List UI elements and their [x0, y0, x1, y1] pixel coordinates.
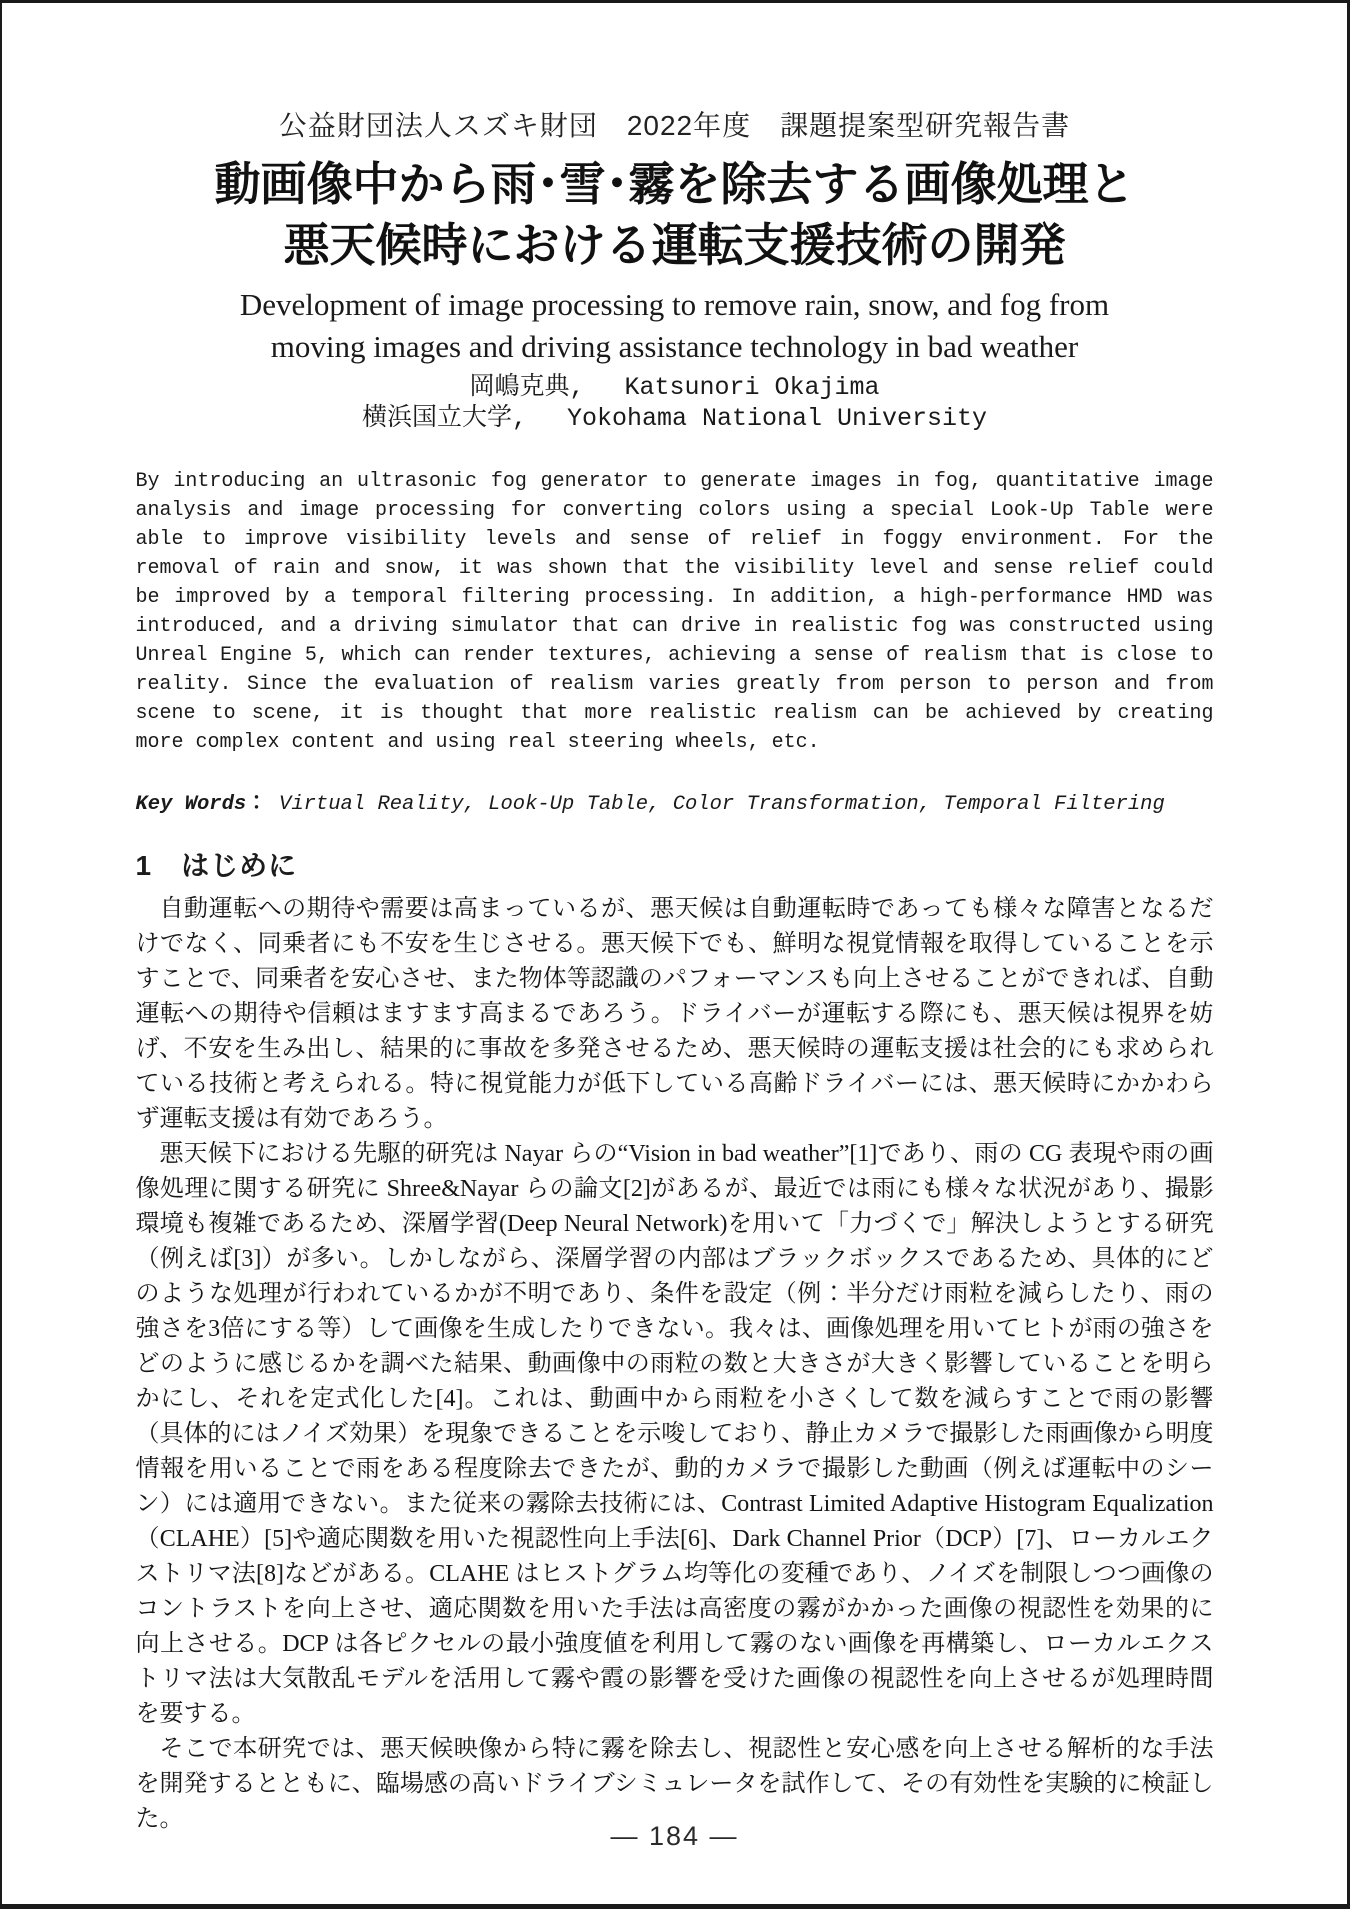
- body-paragraph-3: そこで本研究では、悪天候映像から特に霧を除去し、視認性と安心感を向上させる解析的な手法を開発するとともに、臨場感の高いドライブシミュレータを試作して、その有効性を実験的に検証した。: [135, 1736, 1214, 1832]
- section-1-body: [136, 892, 1214, 1837]
- affiliation-line: 横浜国立大学, Yokohama National University: [361, 404, 988, 433]
- title-english-line1: Development of image processing to remove rain, snow, and fog from: [239, 287, 1110, 322]
- keywords-separator: ：: [246, 793, 267, 816]
- title-japanese-line2: 悪天候時における運転支援技術の開発: [283, 219, 1066, 271]
- abstract-paragraph: By introducing an ultrasonic fog generator to generate images in fog, quantitative image analysis and image processing for converting colors using a special Look-Up Table were able to improve visibility levels and sense of relief in foggy environment. For the removal of rain and snow, it was shown that the visibility level and sense relief could be improved by a temporal filtering processing. In addition, a high-performance HMD was introduced, and a driving simulator that can drive in realistic fog was constructed using Unreal Engine 5, which can render textures, achieving a sense of realism that is close to reality. Since the evaluation of realism varies greatly from person to person and from scene to scene, it is thought that more realistic realism can be achieved by creating more complex content and using real steering wheels, etc.: [135, 470, 1214, 754]
- author-line: 岡嶋克典, Katsunori Okajima: [469, 373, 880, 402]
- title-english-line2: moving images and driving assistance technology in bad weather: [270, 329, 1079, 364]
- keywords-line: [136, 791, 1214, 819]
- body-paragraph-2: 悪天候下における先駆的研究は Nayar らの“Vision in bad weather”[1]であり、雨の CG 表現や雨の画像処理に関する研究に Shree&Nayar らの論文[2]があるが、最近では雨にも様々な状況があり、撮影環境も複雑であるため、深層学習(Deep Neural Network)を用いて「力づくで」解決しようとする研究（例えば[3]）が多い。しかしながら、深層学習の内部はブラックボックスであるため、具体的にどのような処理が行われているかが不明であり、条件を設定（例：半分だけ雨粒を減らしたり、雨の強さを3倍にする等）して画像を生成したりできない。我々は、画像処理を用いてヒトが雨の強さをどのように感じるかを調べた結果、動画像中の雨粒の数と大きさが大きく影響していることを明らかにし、それを定式化した[4]。これは、動画中から雨粒を小さくして数を減らすことで雨の影響（具体的にはノイズ効果）を現象できることを示唆しており、静止カメラで撮影した雨画像から明度情報を用いることで雨をある程度除去できたが、動的カメラで撮影した動画（例えば運転中のシーン）には適用できない。また従来の霧除去技術には、Contrast Limited Adaptive Histogram Equalization（CLAHE）[5]や適応関数を用いた視認性向上手法[6]、Dark Channel Prior（DCP）[7]、ローカルエクストリマ法[8]などがある。CLAHE はヒストグラム均等化の変種であり、ノイズを制限しつつ画像のコントラストを向上させ、適応関数を用いた手法は高密度の霧がかかった画像の視認性を効果的に向上させる。DCP は各ピクセルの最小強度値を利用して霧のない画像を再構築し、ローカルエクストリマ法は大気散乱モデルを活用して霧や霞の影響を受けた画像の視認性を向上させるが処理時間を要する。: [135, 1141, 1214, 1727]
- keywords-label: Key Words: [135, 793, 247, 816]
- keywords-list: Virtual Reality, Look-Up Table, Color Transformation, Temporal Filtering: [279, 793, 1165, 816]
- title-japanese: [136, 154, 1214, 276]
- title-english: [136, 284, 1214, 368]
- title-japanese-line1: 動画像中から雨･雪･霧を除去する画像処理と: [214, 158, 1135, 210]
- section-1-heading: 1 はじめに: [135, 850, 298, 881]
- report-series-header: 公益財団法人スズキ財団 2022年度 課題提案型研究報告書: [278, 110, 1071, 141]
- body-paragraph-1: 自動運転への期待や需要は高まっているが、悪天候は自動運転時であっても様々な障害となるだけでなく、同乗者にも不安を生じさせる。悪天候下でも、鮮明な視覚情報を取得していることを示すことで、同乗者を安心させ、また物体等認識のパフォーマンスも向上させることができれば、自動運転への期待や信頼はますます高まるであろう。ドライバーが運転する際にも、悪天候は視界を妨げ、不安を生み出し、結果的に事故を多発させるため、悪天候時の運転支援は社会的にも求められている技術と考えられる。特に視覚能力が低下している高齢ドライバーには、悪天候時にかかわらず運転支援は有効であろう。: [135, 896, 1214, 1132]
- page-number: — 184 —: [610, 1821, 739, 1851]
- page-content: [136, 104, 1214, 1837]
